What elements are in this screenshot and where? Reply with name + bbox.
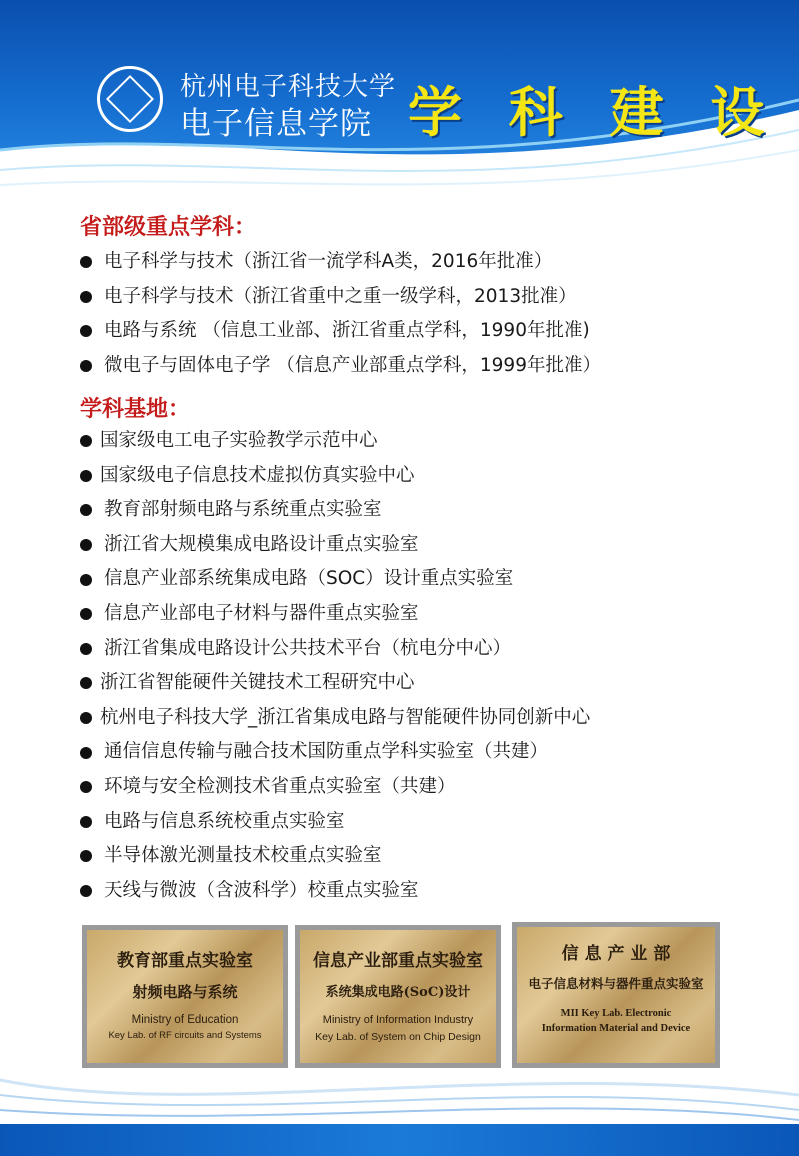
bullet-icon: [80, 291, 92, 303]
bullet-icon: [80, 574, 92, 586]
list-item: 天线与微波（含波科学）校重点实验室: [80, 874, 590, 909]
school-name: 电子信息学院: [180, 106, 372, 142]
bullet-icon: [80, 256, 92, 268]
list-item: 半导体激光测量技术校重点实验室: [80, 839, 590, 874]
list-item: 教育部射频电路与系统重点实验室: [80, 493, 590, 528]
bullet-icon: [80, 360, 92, 372]
bullet-icon: [80, 325, 92, 337]
plaque-soc-lab: 信息产业部重点实验室 系统集成电路(SoC)设计 Ministry of Information Industry Key Lab. of System on Chip Design: [295, 925, 501, 1068]
key-disciplines-heading: 省部级重点学科：: [80, 214, 257, 240]
bullet-icon: [80, 850, 92, 862]
bullet-icon: [80, 816, 92, 828]
list-item: 环境与安全检测技术省重点实验室（共建）: [80, 770, 590, 805]
list-item: 电路与系统 （信息工业部、浙江省重点学科，1990年批准): [80, 314, 601, 349]
bullet-icon: [80, 435, 92, 447]
page-title: 学 科 建 设: [408, 81, 779, 144]
list-item: 浙江省集成电路设计公共技术平台（杭电分中心）: [80, 632, 590, 667]
list-item: 电路与信息系统校重点实验室: [80, 805, 590, 840]
key-disciplines-list: [80, 245, 601, 383]
bullet-icon: [80, 539, 92, 551]
list-item: 电子科学与技术（浙江省一流学科A类，2016年批准）: [80, 245, 601, 280]
university-name: 杭州电子科技大学: [180, 72, 397, 102]
bullet-icon: [80, 504, 92, 516]
bullet-icon: [80, 747, 92, 759]
list-item: 微电子与固体电子学 （信息产业部重点学科，1999年批准）: [80, 349, 601, 384]
list-item: 电子科学与技术（浙江省重中之重一级学科，2013批准）: [80, 280, 601, 315]
bullet-icon: [80, 470, 92, 482]
plaque-rf-lab: 教育部重点实验室 射频电路与系统 Ministry of Education Key Lab. of RF circuits and Systems: [82, 925, 288, 1068]
university-logo-icon: [97, 66, 163, 132]
bullet-icon: [80, 781, 92, 793]
bullet-icon: [80, 885, 92, 897]
bullet-icon: [80, 608, 92, 620]
list-item: 杭州电子科技大学_浙江省集成电路与智能硬件协同创新中心: [80, 701, 590, 736]
list-item: 浙江省智能硬件关键技术工程研究中心: [80, 666, 590, 701]
bullet-icon: [80, 677, 92, 689]
plaque-material-lab: 信 息 产 业 部 电子信息材料与器件重点实验室 MII Key Lab. Electronic Information Material and Device: [512, 922, 720, 1068]
bullet-icon: [80, 643, 92, 655]
bullet-icon: [80, 712, 92, 724]
list-item: 浙江省大规模集成电路设计重点实验室: [80, 528, 590, 563]
list-item: 信息产业部系统集成电路（SOC）设计重点实验室: [80, 562, 590, 597]
header-banner: [0, 0, 799, 200]
list-item: 信息产业部电子材料与器件重点实验室: [80, 597, 590, 632]
bases-heading: 学科基地：: [80, 396, 191, 422]
bases-list: [80, 424, 590, 908]
list-item: 国家级电工电子实验教学示范中心: [80, 424, 590, 459]
list-item: 国家级电子信息技术虚拟仿真实验中心: [80, 459, 590, 494]
list-item: 通信信息传输与融合技术国防重点学科实验室（共建）: [80, 735, 590, 770]
footer-band: [0, 1124, 799, 1156]
